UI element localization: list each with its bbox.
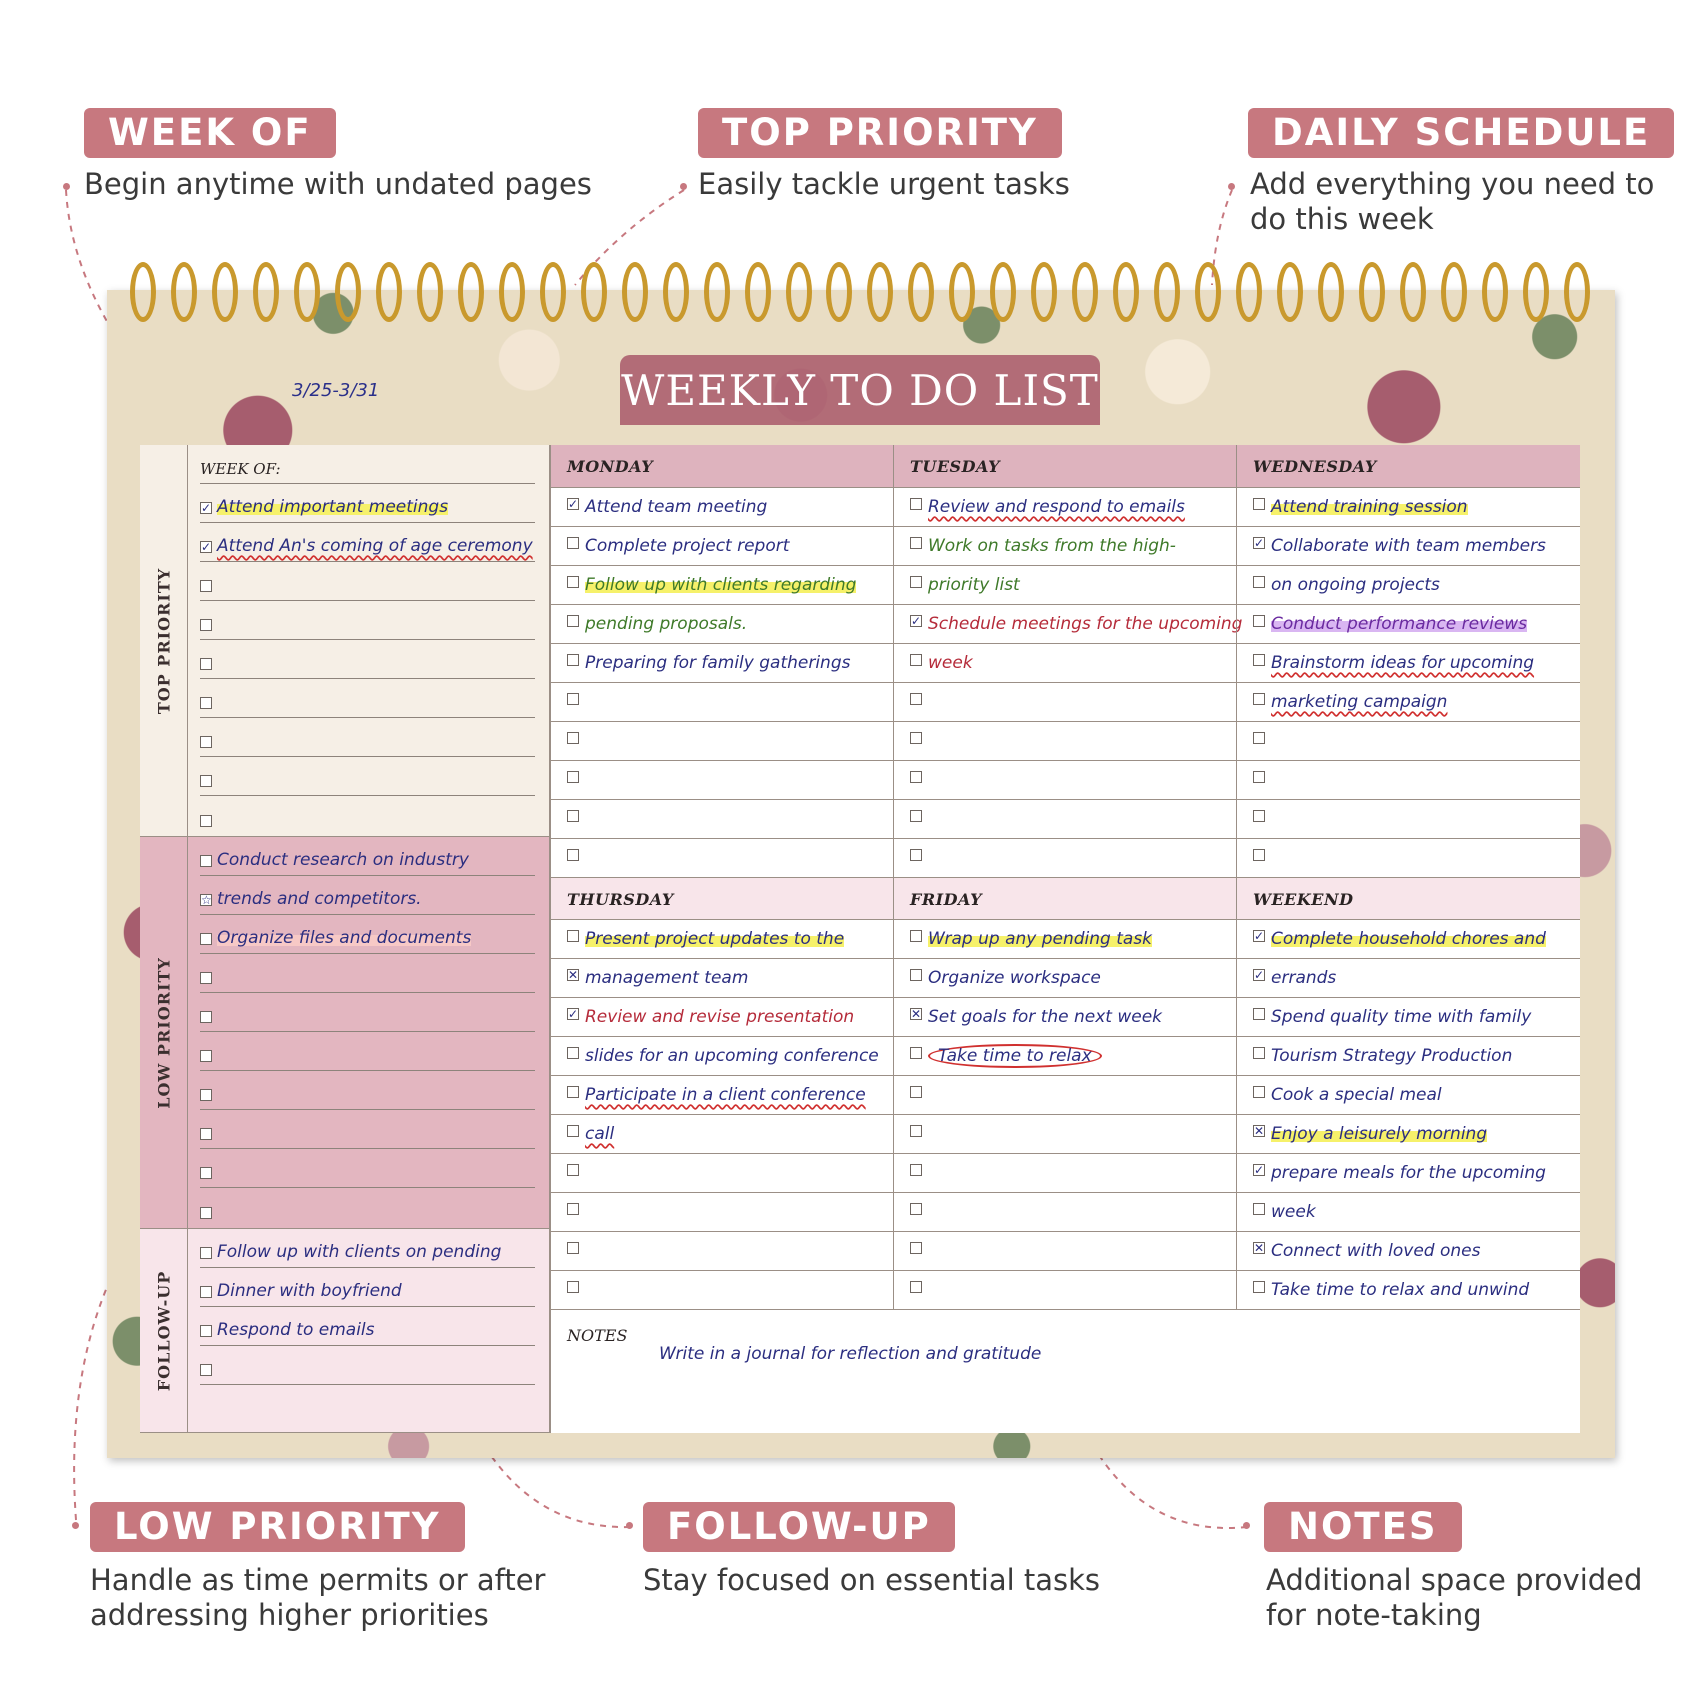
monday-task: Attend team meeting [585, 497, 768, 517]
checkbox-icon[interactable] [567, 1047, 579, 1059]
checkbox-icon[interactable] [1253, 1203, 1265, 1215]
ring [1236, 262, 1262, 322]
checkbox-icon[interactable] [567, 1164, 579, 1176]
follow-up-task: Dinner with boyfriend [217, 1281, 402, 1301]
low-priority-row[interactable] [200, 837, 535, 876]
weekend-row[interactable] [1237, 1114, 1580, 1153]
friday-column [893, 877, 1236, 1309]
follow-up-dot [626, 1522, 633, 1529]
checkbox-icon[interactable] [200, 619, 212, 631]
checkbox-icon[interactable] [200, 1286, 212, 1298]
wednesday-row[interactable] [1237, 526, 1580, 565]
checkbox-icon[interactable] [567, 849, 579, 861]
checkbox-icon[interactable] [1253, 1281, 1265, 1293]
checkbox-icon[interactable] [910, 1086, 922, 1098]
checkbox-icon[interactable] [567, 1086, 579, 1098]
notes-text: Write in a journal for reflection and gratitude [659, 1344, 1042, 1364]
top-priority-side [140, 445, 188, 837]
wednesday-task: Conduct performance reviews [1271, 614, 1528, 634]
ring [1564, 262, 1590, 322]
thursday-header: THURSDAY [551, 877, 893, 919]
planner-title: WEEKLY TO DO LIST [620, 355, 1100, 425]
checkbox-icon[interactable] [567, 615, 579, 627]
follow-up-task: Follow up with clients on pending [217, 1242, 502, 1262]
tuesday-row[interactable] [894, 760, 1236, 799]
friday-row[interactable] [894, 997, 1236, 1036]
ring [1277, 262, 1303, 322]
checkbox-icon[interactable] [200, 1167, 212, 1179]
crossed-box-icon[interactable]: ✕ [911, 1007, 922, 1021]
follow-up-task: Respond to emails [217, 1320, 375, 1340]
follow-up-side [140, 1229, 188, 1433]
checked-box-icon[interactable]: ✓ [201, 501, 212, 515]
friday-row[interactable] [894, 1114, 1236, 1153]
friday-header: FRIDAY [894, 877, 1236, 919]
checkbox-icon[interactable] [910, 1281, 922, 1293]
friday-task: Organize workspace [928, 968, 1101, 988]
checkbox-icon[interactable] [567, 732, 579, 744]
weekend-header: WEEKEND [1237, 877, 1580, 919]
checkbox-icon[interactable] [1253, 810, 1265, 822]
checkbox-icon[interactable] [567, 1125, 579, 1137]
top-priority-section [188, 445, 550, 837]
top-priority-dot [680, 183, 687, 190]
top-priority-row[interactable] [200, 757, 535, 796]
wednesday-row[interactable] [1237, 721, 1580, 760]
tuesday-header: TUESDAY [894, 445, 1236, 487]
friday-row[interactable] [894, 1036, 1236, 1075]
checkbox-icon[interactable] [200, 815, 212, 827]
checkbox-icon[interactable] [200, 1089, 212, 1101]
weekend-row[interactable] [1237, 1075, 1580, 1114]
handwritten-date: 3/25-3/31 [292, 380, 380, 401]
follow-up-tag: FOLLOW-UP [643, 1502, 955, 1552]
follow-up-row[interactable] [200, 1268, 535, 1307]
checkbox-icon[interactable] [200, 933, 212, 945]
checkbox-icon[interactable] [1253, 1008, 1265, 1020]
low-priority-task: Organize files and documents [217, 928, 472, 948]
thursday-task: Review and revise presentation [585, 1007, 855, 1027]
checked-box-icon[interactable]: ✓ [1254, 929, 1265, 943]
tuesday-task: week [928, 653, 973, 673]
checkbox-icon[interactable] [910, 732, 922, 744]
checkbox-icon[interactable] [567, 693, 579, 705]
ring [581, 262, 607, 322]
top-priority-row[interactable] [200, 796, 535, 835]
low-priority-section [188, 837, 550, 1229]
top-priority-tag: TOP PRIORITY [698, 108, 1062, 158]
planner-sheet [140, 445, 1580, 1433]
monday-row[interactable] [551, 799, 893, 838]
ring [1441, 262, 1467, 322]
checkbox-icon[interactable] [1253, 654, 1265, 666]
tuesday-task: priority list [928, 575, 1020, 595]
checkbox-icon[interactable] [1253, 615, 1265, 627]
checkbox-icon[interactable] [910, 693, 922, 705]
wednesday-row[interactable] [1237, 604, 1580, 643]
checkbox-icon[interactable] [910, 810, 922, 822]
checkbox-icon[interactable] [200, 1050, 212, 1062]
ring [540, 262, 566, 322]
checkbox-icon[interactable] [567, 1203, 579, 1215]
checkbox-icon[interactable] [1253, 1047, 1265, 1059]
checkbox-icon[interactable] [1253, 498, 1265, 510]
checkbox-icon[interactable] [910, 1242, 922, 1254]
weekend-row[interactable] [1237, 1153, 1580, 1192]
weekend-task: Cook a special meal [1271, 1085, 1442, 1105]
weekend-task: Enjoy a leisurely morning [1271, 1124, 1488, 1144]
checkbox-icon[interactable] [200, 1128, 212, 1140]
checked-box-icon[interactable]: ✓ [1254, 968, 1265, 982]
checkbox-icon[interactable] [567, 771, 579, 783]
wednesday-row[interactable] [1237, 682, 1580, 721]
monday-row[interactable] [551, 760, 893, 799]
spiral-binding [130, 262, 1590, 332]
notes-desc-2: for note-taking [1266, 1598, 1482, 1632]
weekend-row[interactable] [1237, 919, 1580, 958]
top-priority-row[interactable] [200, 562, 535, 601]
checkbox-icon[interactable] [1253, 771, 1265, 783]
monday-row[interactable] [551, 487, 893, 526]
thursday-row[interactable] [551, 919, 893, 958]
tuesday-task: Schedule meetings for the upcoming [928, 614, 1243, 634]
tuesday-row[interactable] [894, 526, 1236, 565]
monday-row[interactable] [551, 682, 893, 721]
low-priority-row[interactable] [200, 1110, 535, 1149]
wednesday-task: Collaborate with team members [1271, 536, 1546, 556]
top-priority-row[interactable] [200, 679, 535, 718]
weekend-task: errands [1271, 968, 1337, 988]
low-priority-row[interactable] [200, 954, 535, 993]
ring [1072, 262, 1098, 322]
thursday-row[interactable] [551, 1270, 893, 1309]
week-of-line[interactable] [200, 445, 535, 484]
checked-box-icon[interactable]: ✓ [568, 1007, 579, 1021]
checkbox-icon[interactable] [200, 658, 212, 670]
wednesday-task: marketing campaign [1271, 692, 1448, 712]
top-priority-row[interactable] [200, 523, 535, 562]
thursday-task: management team [585, 968, 749, 988]
low-priority-task: Conduct research on industry [217, 850, 469, 870]
wednesday-task: Attend training session [1271, 497, 1468, 517]
tuesday-row[interactable] [894, 682, 1236, 721]
notes-label: NOTES [567, 1326, 628, 1345]
ring [663, 262, 689, 322]
ring [212, 262, 238, 322]
star-mark-icon[interactable]: ☆ [201, 893, 212, 907]
weekend-task: week [1271, 1202, 1316, 1222]
friday-row[interactable] [894, 1270, 1236, 1309]
weekend-task: Spend quality time with family [1271, 1007, 1532, 1027]
wednesday-task: Brainstorm ideas for upcoming [1271, 653, 1535, 673]
friday-row[interactable] [894, 919, 1236, 958]
weekend-task: Tourism Strategy Production [1271, 1046, 1513, 1066]
ring [1195, 262, 1221, 322]
low-priority-tag: LOW PRIORITY [90, 1502, 465, 1552]
checkbox-icon[interactable] [200, 1364, 212, 1376]
weekend-task: Connect with loved ones [1271, 1241, 1481, 1261]
low-priority-desc-1: Handle as time permits or after [90, 1563, 546, 1597]
checkbox-icon[interactable] [567, 576, 579, 588]
ring [949, 262, 975, 322]
wednesday-task: on ongoing projects [1271, 575, 1440, 595]
checked-box-icon[interactable]: ✓ [568, 497, 579, 511]
low-priority-row[interactable] [200, 1071, 535, 1110]
ring [1113, 262, 1139, 322]
top-priority-row[interactable] [200, 601, 535, 640]
week-of-tag: WEEK OF [84, 108, 336, 158]
checkbox-icon[interactable] [200, 697, 212, 709]
ring [1154, 262, 1180, 322]
checkbox-icon[interactable] [910, 930, 922, 942]
thursday-row[interactable] [551, 1192, 893, 1231]
follow-up-section [188, 1229, 550, 1433]
checkbox-icon[interactable] [200, 1207, 212, 1219]
checkbox-icon[interactable] [567, 537, 579, 549]
thursday-row[interactable] [551, 997, 893, 1036]
ring [990, 262, 1016, 322]
crossed-box-icon[interactable]: ✕ [1254, 1241, 1265, 1255]
checkbox-icon[interactable] [910, 1125, 922, 1137]
checkbox-icon[interactable] [910, 1164, 922, 1176]
ring [745, 262, 771, 322]
ring [417, 262, 443, 322]
crossed-box-icon[interactable]: ✕ [1254, 1124, 1265, 1138]
checked-box-icon[interactable]: ✓ [911, 614, 922, 628]
notes-tag: NOTES [1264, 1502, 1462, 1552]
ring [622, 262, 648, 322]
checked-box-icon[interactable]: ✓ [201, 540, 212, 554]
ring [376, 262, 402, 322]
ring [130, 262, 156, 322]
low-priority-desc-2: addressing higher priorities [90, 1598, 489, 1632]
checkbox-icon[interactable] [910, 1203, 922, 1215]
ring [253, 262, 279, 322]
monday-row[interactable] [551, 565, 893, 604]
weekend-task: Take time to relax and unwind [1271, 1280, 1530, 1300]
ring [171, 262, 197, 322]
monday-task: Preparing for family gatherings [585, 653, 851, 673]
tuesday-row[interactable] [894, 838, 1236, 877]
tuesday-row[interactable] [894, 643, 1236, 682]
wednesday-row[interactable] [1237, 643, 1580, 682]
checkbox-icon[interactable] [910, 969, 922, 981]
monday-header: MONDAY [551, 445, 893, 487]
friday-row[interactable] [894, 1153, 1236, 1192]
ring [1400, 262, 1426, 322]
thursday-row[interactable] [551, 1075, 893, 1114]
ring [499, 262, 525, 322]
wednesday-row[interactable] [1237, 487, 1580, 526]
low-priority-row[interactable] [200, 1032, 535, 1071]
thursday-task: call [585, 1124, 615, 1144]
thursday-row[interactable] [551, 1231, 893, 1270]
friday-row[interactable] [894, 1192, 1236, 1231]
follow-up-row[interactable] [200, 1229, 535, 1268]
weekend-row[interactable] [1237, 997, 1580, 1036]
checked-box-icon[interactable]: ✓ [1254, 1163, 1265, 1177]
wednesday-column [1236, 445, 1580, 877]
follow-up-side-label: FOLLOW-UP [154, 1270, 173, 1391]
daily-schedule-tag: DAILY SCHEDULE [1248, 108, 1674, 158]
thursday-row[interactable] [551, 1114, 893, 1153]
tuesday-task: Review and respond to emails [928, 497, 1185, 517]
thursday-task: Participate in a client conference [585, 1085, 866, 1105]
thursday-task: slides for an upcoming conference [585, 1046, 879, 1066]
top-priority-row[interactable] [200, 484, 535, 523]
weekend-row[interactable] [1237, 1270, 1580, 1309]
checkbox-icon[interactable] [567, 1281, 579, 1293]
monday-row[interactable] [551, 604, 893, 643]
daily-schedule-desc-2: do this week [1250, 202, 1434, 236]
ring [294, 262, 320, 322]
ring [867, 262, 893, 322]
week-of-dot [63, 183, 70, 190]
notes-dot [1243, 1522, 1250, 1529]
ring [1523, 262, 1549, 322]
weekend-row[interactable] [1237, 1231, 1580, 1270]
low-priority-row[interactable] [200, 915, 535, 954]
checkbox-icon[interactable] [200, 1011, 212, 1023]
low-priority-row[interactable] [200, 1149, 535, 1188]
thursday-row[interactable] [551, 1153, 893, 1192]
top-priority-task: Attend important meetings [217, 497, 449, 517]
ring [1482, 262, 1508, 322]
checkbox-icon[interactable] [910, 576, 922, 588]
monday-column [550, 445, 893, 877]
tuesday-row[interactable] [894, 487, 1236, 526]
checkbox-icon[interactable] [910, 1047, 922, 1059]
weekend-task: Complete household chores and [1271, 929, 1546, 949]
checkbox-icon[interactable] [567, 1242, 579, 1254]
tuesday-task: Work on tasks from the high- [928, 536, 1176, 556]
friday-row[interactable] [894, 1075, 1236, 1114]
wednesday-row[interactable] [1237, 838, 1580, 877]
monday-task: Complete project report [585, 536, 790, 556]
friday-row[interactable] [894, 958, 1236, 997]
checkbox-icon[interactable] [567, 810, 579, 822]
low-priority-side [140, 837, 188, 1229]
weekend-column [1236, 877, 1580, 1309]
monday-row[interactable] [551, 643, 893, 682]
tuesday-row[interactable] [894, 604, 1243, 643]
low-priority-side-label: LOW PRIORITY [154, 956, 173, 1109]
checkbox-icon[interactable] [1253, 1086, 1265, 1098]
follow-up-row[interactable] [200, 1307, 535, 1346]
low-priority-row[interactable] [200, 876, 535, 915]
wednesday-row[interactable] [1237, 799, 1580, 838]
friday-task: Take time to relax [928, 1044, 1102, 1068]
tuesday-column [893, 445, 1243, 877]
top-priority-row[interactable] [200, 640, 535, 679]
thursday-row[interactable] [551, 958, 893, 997]
wednesday-row[interactable] [1237, 565, 1580, 604]
checked-box-icon[interactable]: ✓ [1254, 536, 1265, 550]
wednesday-row[interactable] [1237, 760, 1580, 799]
friday-task: Set goals for the next week [928, 1007, 1163, 1027]
monday-row[interactable] [551, 838, 893, 877]
friday-row[interactable] [894, 1231, 1236, 1270]
checkbox-icon[interactable] [910, 849, 922, 861]
week-of-desc: Begin anytime with undated pages [84, 167, 592, 201]
thursday-row[interactable] [551, 1036, 893, 1075]
monday-row[interactable] [551, 526, 893, 565]
checkbox-icon[interactable] [1253, 732, 1265, 744]
ring [1031, 262, 1057, 322]
checkbox-icon[interactable] [200, 1325, 212, 1337]
week-of-label: WEEK OF: [200, 460, 281, 478]
follow-up-desc: Stay focused on essential tasks [643, 1563, 1101, 1597]
notes-section[interactable] [550, 1309, 1580, 1433]
monday-row[interactable] [551, 721, 893, 760]
ring [1359, 262, 1385, 322]
monday-task: Follow up with clients regarding [585, 575, 857, 595]
monday-task: pending proposals. [585, 614, 748, 634]
low-priority-dot [72, 1522, 79, 1529]
low-priority-row[interactable] [200, 1188, 535, 1227]
top-priority-row[interactable] [200, 718, 535, 757]
checkbox-icon[interactable] [200, 855, 212, 867]
checkbox-icon[interactable] [200, 775, 212, 787]
follow-up-row[interactable] [200, 1346, 535, 1385]
top-priority-task: Attend An's coming of age ceremony [217, 536, 533, 556]
weekend-row[interactable] [1237, 958, 1580, 997]
wednesday-header: WEDNESDAY [1237, 445, 1580, 487]
tuesday-row[interactable] [894, 565, 1236, 604]
ring [458, 262, 484, 322]
crossed-box-icon[interactable]: ✕ [568, 968, 579, 982]
notes-desc-1: Additional space provided [1266, 1563, 1643, 1597]
daily-schedule-desc-1: Add everything you need to [1250, 167, 1655, 201]
ring [908, 262, 934, 322]
ring [335, 262, 361, 322]
checkbox-icon[interactable] [1253, 693, 1265, 705]
checkbox-icon[interactable] [200, 1247, 212, 1259]
checkbox-icon[interactable] [200, 580, 212, 592]
checkbox-icon[interactable] [567, 930, 579, 942]
ring [704, 262, 730, 322]
checkbox-icon[interactable] [910, 498, 922, 510]
checkbox-icon[interactable] [200, 736, 212, 748]
checkbox-icon[interactable] [1253, 849, 1265, 861]
weekend-task: prepare meals for the upcoming [1271, 1163, 1546, 1183]
friday-task: Wrap up any pending task [928, 929, 1153, 949]
daily-schedule-dot [1228, 183, 1235, 190]
weekend-row[interactable] [1237, 1036, 1580, 1075]
top-priority-side-label: TOP PRIORITY [154, 567, 173, 714]
thursday-task: Present project updates to the [585, 929, 845, 949]
low-priority-task: trends and competitors. [217, 889, 422, 909]
checkbox-icon[interactable] [910, 771, 922, 783]
tuesday-row[interactable] [894, 721, 1236, 760]
weekend-row[interactable] [1237, 1192, 1580, 1231]
ring [826, 262, 852, 322]
ring [786, 262, 812, 322]
checkbox-icon[interactable] [910, 537, 922, 549]
checkbox-icon[interactable] [567, 654, 579, 666]
checkbox-icon[interactable] [1253, 576, 1265, 588]
checkbox-icon[interactable] [910, 654, 922, 666]
checkbox-icon[interactable] [200, 972, 212, 984]
top-priority-desc: Easily tackle urgent tasks [698, 167, 1070, 201]
ring [1318, 262, 1344, 322]
thursday-column [550, 877, 893, 1309]
tuesday-row[interactable] [894, 799, 1236, 838]
low-priority-row[interactable] [200, 993, 535, 1032]
